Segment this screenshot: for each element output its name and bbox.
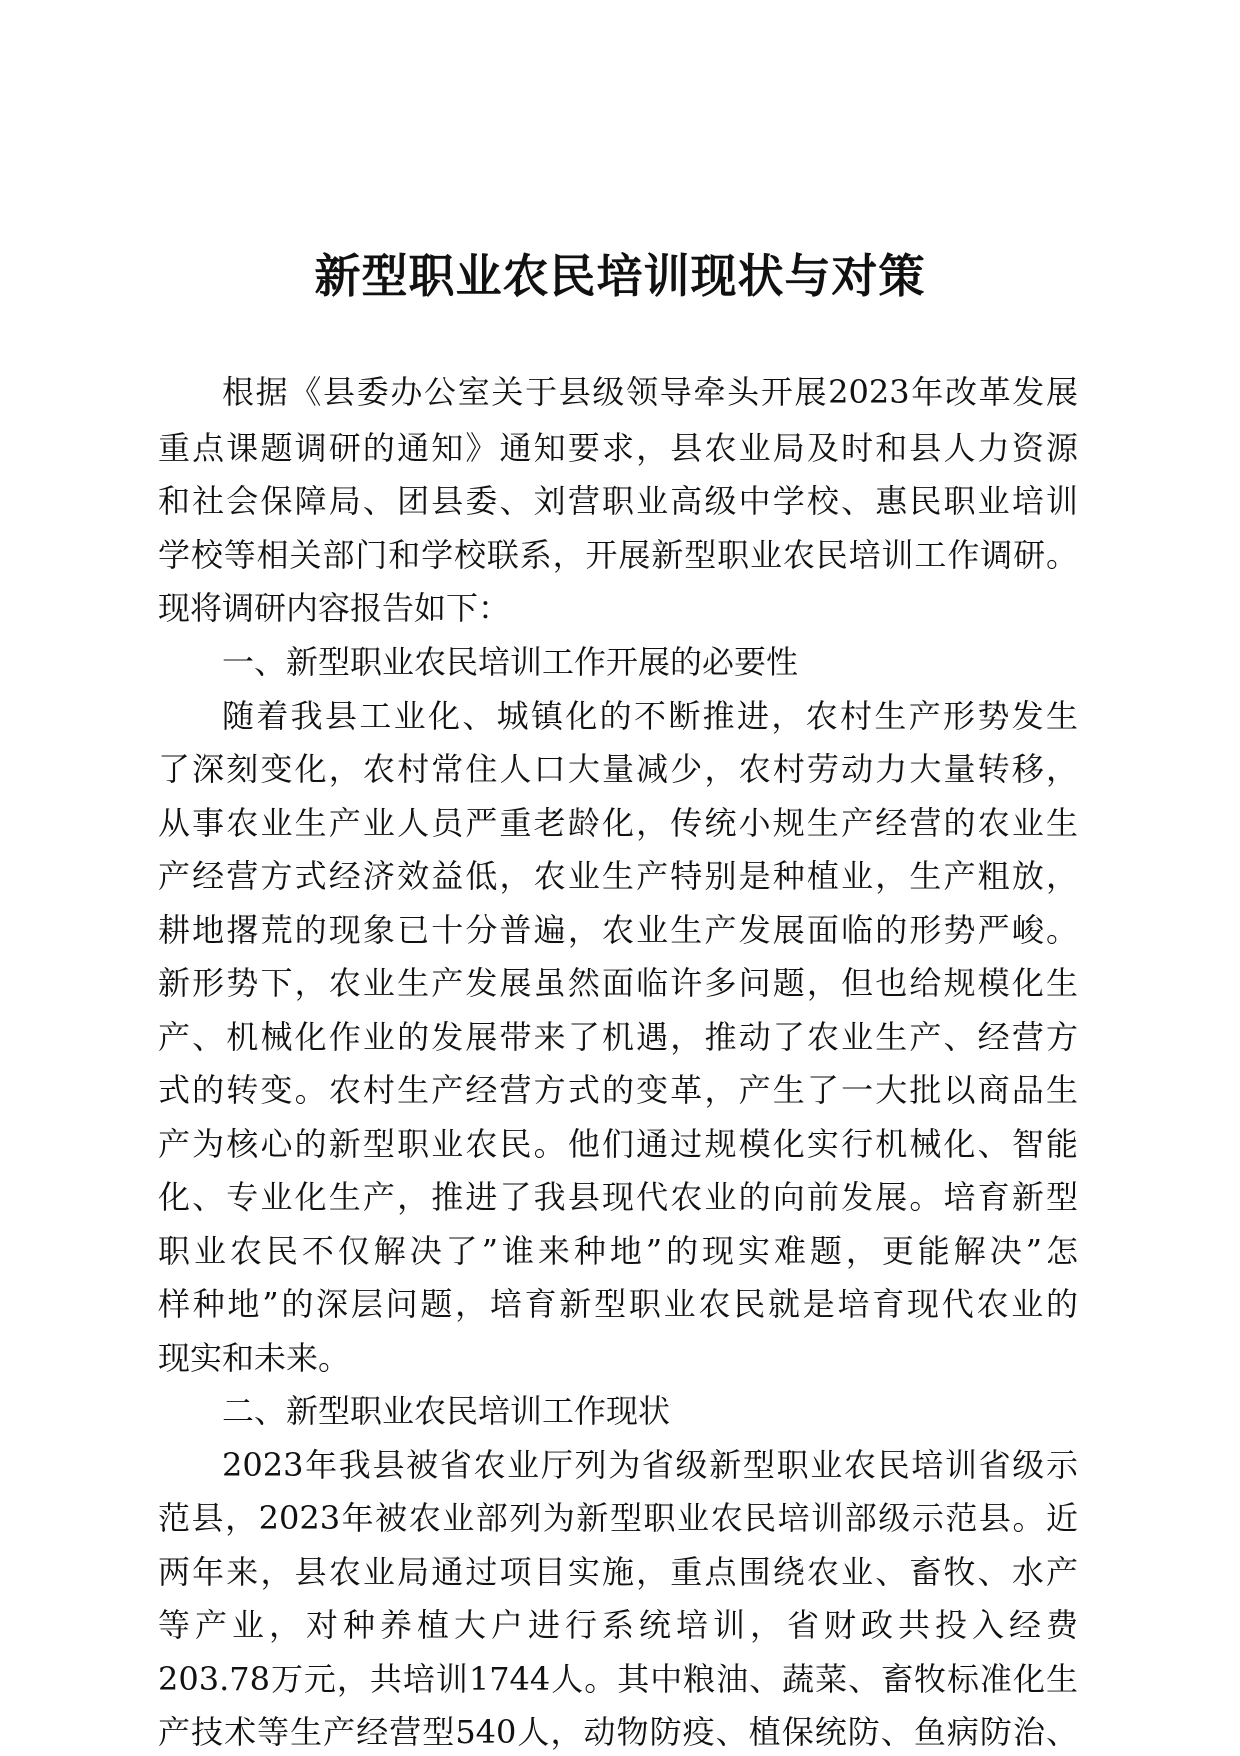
intro-line: 根据《县委办公室关于县级领导牵头开展2023年改革发展 <box>222 373 1078 411</box>
paragraph-line: 产、机械化作业的发展带来了机遇，推动了农业生产、经营方 <box>158 1018 1078 1056</box>
paragraph-line: 范县，2023年被农业部列为新型职业农民培训部级示范县。近 <box>158 1499 1078 1537</box>
paragraph-line: 等产业，对种养植大户进行系统培训，省财政共投入经费 <box>158 1606 1078 1644</box>
intro-line: 重点课题调研的通知》通知要求，县农业局及时和县人力资源 <box>158 429 1078 467</box>
paragraph-line: 2023年我县被省农业厅列为省级新型职业农民培训省级示 <box>222 1446 1078 1484</box>
paragraph-line: 随着我县工业化、城镇化的不断推进，农村生产形势发生 <box>222 697 1078 735</box>
intro-line: 学校等相关部门和学校联系，开展新型职业农民培训工作调研。 <box>158 536 1078 574</box>
paragraph-line: 产为核心的新型职业农民。他们通过规模化实行机械化、智能 <box>158 1125 1078 1163</box>
paragraph-line: 耕地撂荒的现象已十分普遍，农业生产发展面临的形势严峻。 <box>158 911 1078 949</box>
intro-line: 和社会保障局、团县委、刘营职业高级中学校、惠民职业培训 <box>158 482 1078 520</box>
paragraph-line: 化、专业化生产，推进了我县现代农业的向前发展。培育新型 <box>158 1178 1078 1216</box>
section-heading-1: 一、新型职业农民培训工作开展的必要性 <box>222 643 799 681</box>
paragraph-line: 新形势下，农业生产发展虽然面临许多问题，但也给规模化生 <box>158 964 1078 1002</box>
document-title: 新型职业农民培训现状与对策 <box>314 249 926 303</box>
section-heading-2: 二、新型职业农民培训工作现状 <box>222 1392 671 1430</box>
paragraph-line: 样种地”的深层问题，培育新型职业农民就是培育现代农业的 <box>158 1285 1078 1323</box>
paragraph-line: 了深刻变化，农村常住人口大量减少，农村劳动力大量转移， <box>158 750 1078 788</box>
paragraph-line: 职业农民不仅解决了”谁来种地”的现实难题，更能解决”怎 <box>158 1232 1078 1270</box>
paragraph-line: 式的转变。农村生产经营方式的变革，产生了一大批以商品生 <box>158 1071 1078 1109</box>
paragraph-line: 从事农业生产业人员严重老龄化，传统小规生产经营的农业生 <box>158 804 1078 842</box>
intro-line: 现将调研内容报告如下： <box>158 589 511 627</box>
paragraph-line: 两年来，县农业局通过项目实施，重点围绕农业、畜牧、水产 <box>158 1553 1078 1591</box>
paragraph-line: 产技术等生产经营型540人，动物防疫、植保统防、鱼病防治、 <box>158 1713 1078 1751</box>
paragraph-line: 现实和未来。 <box>158 1339 351 1377</box>
paragraph-line: 产经营方式经济效益低，农业生产特别是种植业，生产粗放， <box>158 857 1078 895</box>
paragraph-line: 203.78万元，共培训1744人。其中粮油、蔬菜、畜牧标准化生 <box>158 1660 1078 1698</box>
